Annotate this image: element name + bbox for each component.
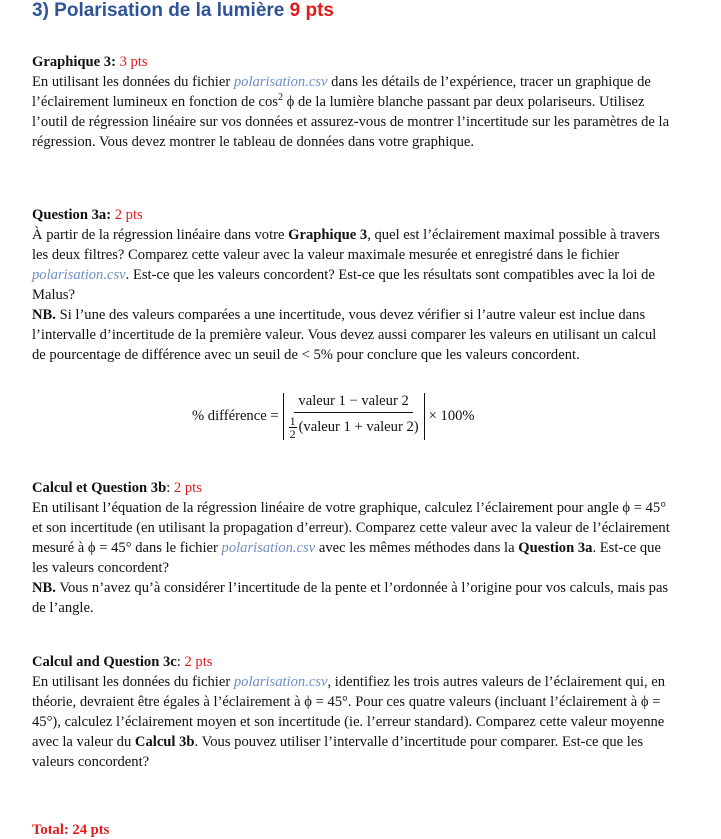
nb-text: Si l’une des valeurs comparées a une incertitude, vous devez vérifier si l’autre valeur est inclue dans l’intervalle d’incertitude de la première valeur. Vous devez aussi comparer les valeurs en utilisant un calcul de pourcentage de différence avec un seuil de < 5% pour conclure que les valeurs concordent. xyxy=(32,307,657,363)
file-name: polarisation.csv xyxy=(233,674,328,690)
question-3c-label: Calcul and Question 3c xyxy=(32,654,177,670)
file-name: polarisation.csv xyxy=(233,74,328,90)
percent-difference-formula xyxy=(192,388,475,444)
question-3c-text xyxy=(32,672,672,772)
question-3c-heading xyxy=(32,652,672,672)
question-3a-block xyxy=(32,205,672,365)
question-3b-note xyxy=(32,578,672,618)
question-3a-points: 2 pts xyxy=(114,207,143,223)
bold-ref: Graphique 3 xyxy=(288,227,368,243)
question-3b-points: 2 pts xyxy=(173,480,202,496)
fraction-numerator: valeur 1 − valeur 2 xyxy=(294,393,412,413)
text-run: , quel est l’éclairement maximal possible à travers les deux filtres? Comparez cette valeur avec la valeur maximale mesurée et enregistré dans le fichier xyxy=(32,227,660,263)
question-3b-block xyxy=(32,478,672,618)
superscript: 2 xyxy=(277,92,283,104)
text-run: . Est-ce que les valeurs concordent? Est-ce que les résultats sont compatibles avec la loi de Malus? xyxy=(32,267,655,303)
file-name: polarisation.csv xyxy=(221,540,316,556)
file-name: polarisation.csv xyxy=(32,267,126,283)
section-title-text: 3) Polarisation de la lumière xyxy=(32,0,285,21)
text-run: En utilisant les données du fichier xyxy=(32,674,231,690)
colon: : xyxy=(176,654,181,670)
graphique-3-points: 3 pts xyxy=(119,54,148,70)
question-3b-label: Calcul et Question 3b xyxy=(32,480,167,496)
formula-lhs: % différence = xyxy=(192,407,279,424)
nb-label: NB. xyxy=(32,307,56,323)
text-run: . Vous pouvez utiliser l’intervalle d’incertitude pour comparer. Est-ce que les valeurs concordent? xyxy=(32,734,644,770)
section-title xyxy=(32,0,334,22)
fraction-denominator xyxy=(287,413,421,440)
question-3b-text xyxy=(32,498,672,578)
question-3a-text xyxy=(32,225,672,305)
graphique-3-text xyxy=(32,72,672,152)
graphique-3-heading xyxy=(32,52,672,72)
text-run: dans les détails de l’expérience, tracer un graphique de l’éclairement lumineux en fonction de cos xyxy=(32,74,651,110)
text-run: En utilisant les données du fichier xyxy=(32,74,231,90)
section-points: 9 pts xyxy=(289,0,335,21)
text-run: En utilisant l’équation de la régression linéaire de votre graphique, calculez l’éclairement pour angle ϕ = 45° et son incertitude (en utilisant la propagation d’erreur). Comparez cette valeur avec la valeur de l’éclairement mesuré à ϕ = 45° dans le fichier xyxy=(32,500,670,556)
formula-rhs: × 100% xyxy=(428,407,475,424)
bold-ref: Calcul 3b xyxy=(134,734,195,750)
question-3b-heading xyxy=(32,478,672,498)
main-fraction xyxy=(287,393,421,440)
nb-label: NB. xyxy=(32,580,56,596)
text-run: , identifiez les trois autres valeurs de l’éclairement qui, en théorie, devraient être égales à l’éclairement à ϕ = 45°. Pour ces quatre valeurs (incluant l’éclairement à ϕ = 45°), calculez l’éclairement moyen et son incertitude (ie. l’erreur standard). Comparez cette valeur moyenne avec la valeur du xyxy=(32,674,666,750)
question-3a-label: Question 3a: xyxy=(32,207,112,223)
text-run: ϕ de la lumière blanche passant par deux polariseurs. Utilisez l’outil de régression linéaire sur vos données et assurez-vous de montrer l’incertitude sur les paramètres de la régression. Vous devez montrer le tableau de données dans votre graphique. xyxy=(32,94,670,150)
half-den: 2 xyxy=(289,426,296,441)
nb-text: Vous n’avez qu’à considérer l’incertitude de la pente et l’ordonnée à l’origine pour vos calculs, mais pas de l’angle. xyxy=(32,580,669,616)
half-fraction xyxy=(289,415,297,440)
text-run: À partir de la régression linéaire dans votre xyxy=(32,227,285,243)
graphique-3-label: Graphique 3: xyxy=(32,54,116,70)
graphique-3-block xyxy=(32,52,672,152)
half-num: 1 xyxy=(289,413,296,428)
denominator-text: (valeur 1 + valeur 2) xyxy=(298,418,419,435)
colon: : xyxy=(166,480,171,496)
total-points: Total: 24 pts xyxy=(32,822,110,838)
bold-ref: Question 3a xyxy=(518,540,593,556)
text-run: avec les mêmes méthodes dans la xyxy=(318,540,515,556)
absolute-value xyxy=(283,393,425,440)
question-3a-heading xyxy=(32,205,672,225)
question-3c-points: 2 pts xyxy=(184,654,213,670)
question-3c-block xyxy=(32,652,672,772)
text-run: . Est-ce que les valeurs concordent? xyxy=(32,540,661,576)
question-3a-note xyxy=(32,305,672,365)
